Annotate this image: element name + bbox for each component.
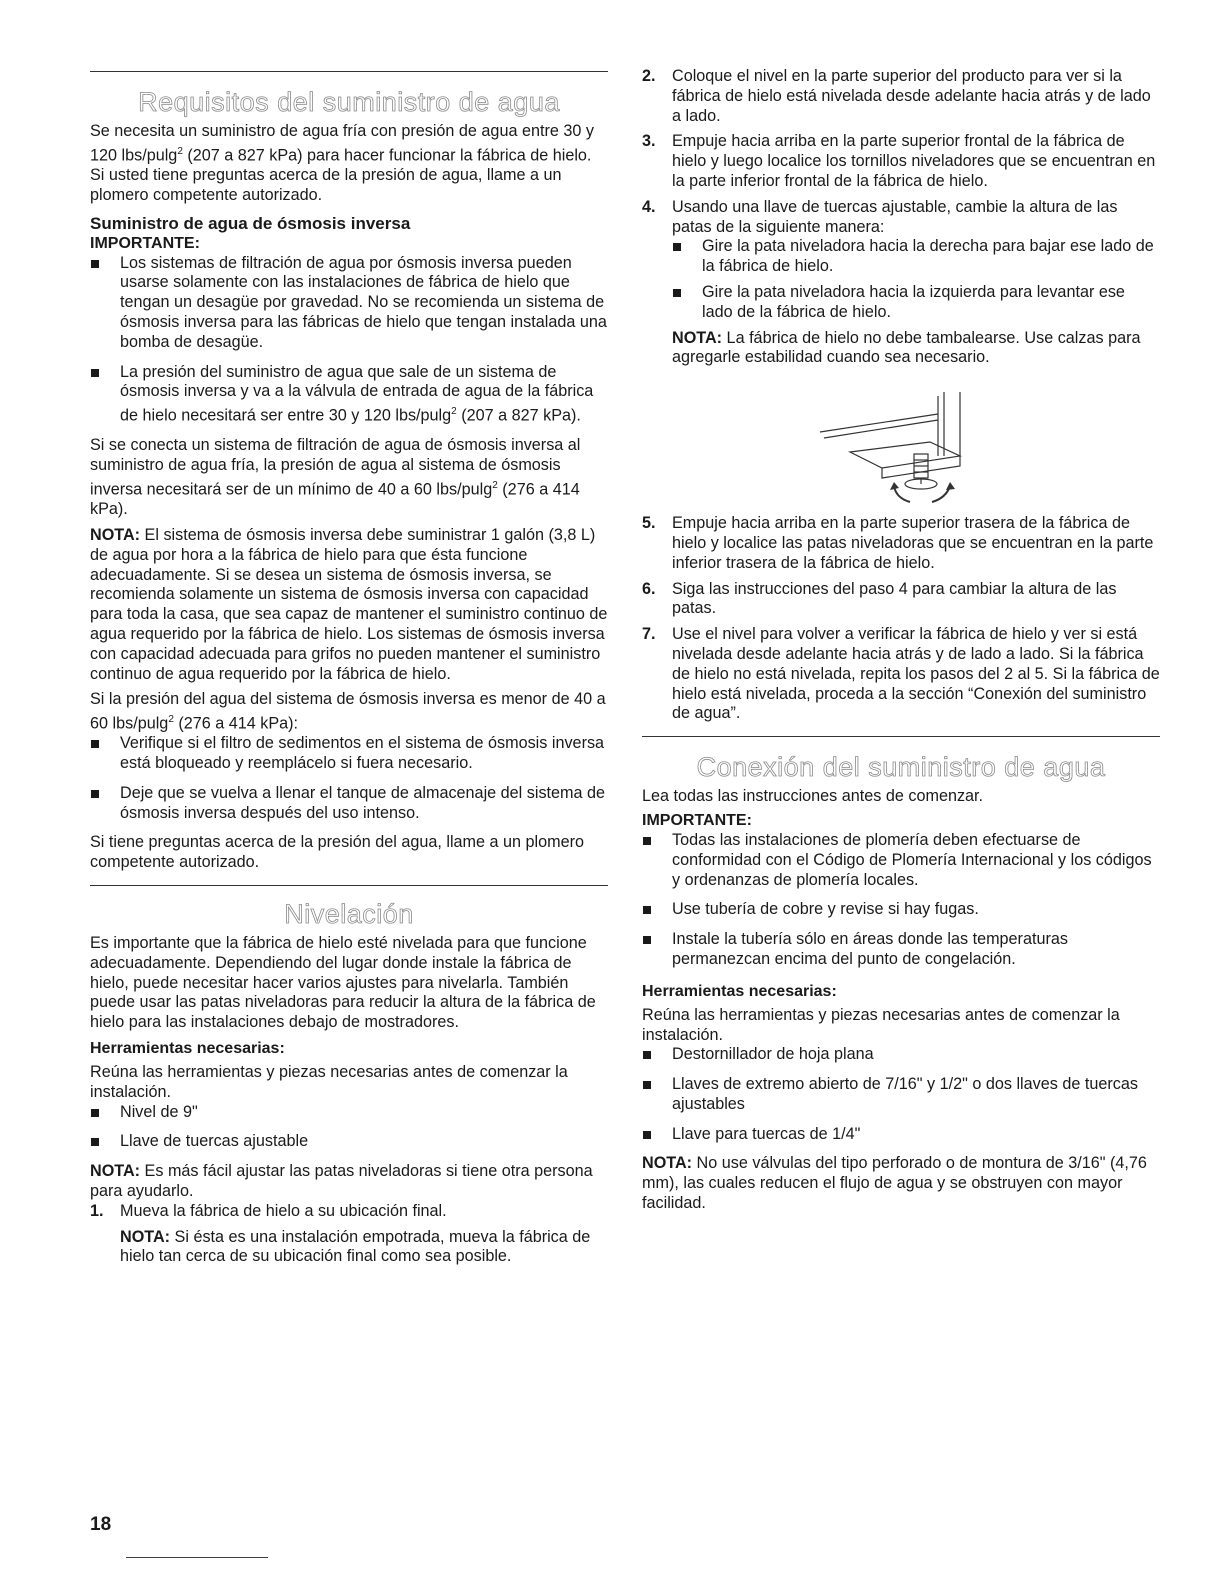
leveling-leg-illustration [810, 386, 980, 514]
list-item: Deje que se vuelva a llenar el tanque de almacenaje del sistema de ósmosis inversa después del uso intenso. [90, 784, 608, 824]
list-item: Llave para tuercas de 1/4" [642, 1125, 1160, 1145]
list-item: Gire la pata niveladora hacia la derecha para bajar ese lado de la fábrica de hielo. [672, 237, 1160, 277]
low-pressure-list [90, 734, 608, 823]
plumbing-requirements-list [642, 831, 1160, 970]
step-7: 7. Use el nivel para volver a verificar la fábrica de hielo y ver si está nivelada desde adelante hacia atrás y de lado a lado. Si la fábrica de hielo no está nivelada, repita los pasos del 2 al 5. Si la fábrica de hielo está nivelada, proceda a la sección “Conexión del suministro de agua”. [642, 625, 1160, 723]
steps-list-final [642, 514, 1160, 724]
list-item: Nivel de 9" [90, 1103, 608, 1123]
step-1-note: NOTA: Si ésta es una instalación empotrada, mueva la fábrica de hielo tan cerca de su ubicación final como sea posible. [120, 1227, 591, 1266]
right-column [642, 0, 1160, 1214]
ro-bullet-list [90, 254, 608, 427]
tools-intro: Reúna las herramientas y piezas necesarias antes de comenzar la instalación. [642, 1005, 1120, 1044]
steps-list [90, 1202, 608, 1267]
ro-note: NOTA: El sistema de ósmosis inversa debe suministrar 1 galón (3,8 L) de agua por hora a la fábrica de hielo para que ésta funcione adecuadamente. Si se desea un sistema de ósmosis inversa, se recomienda solamente un sistema de ósmosis inversa con capacidad para toda la casa, que sea capaz de mantener el suministro continuo de agua requerido por la fábrica de hielo. Los sistemas de ósmosis inversa con capacidad adecuada para grifos no pueden mantener el suministro continuo de agua requerido por la fábrica de hielo. [90, 525, 608, 683]
step-5: 5. Empuje hacia arriba en la parte superior trasera de la fábrica de hielo y localice las patas niveladoras que se encuentran en la parte inferior trasera de la fábrica de hielo. [642, 514, 1154, 572]
list-item: Instale la tubería sólo en áreas donde las temperaturas permanezcan encima del punto de congelación. [642, 930, 1160, 970]
ro-pressure-paragraph: Si se conecta un sistema de filtración de agua de ósmosis inversa al suministro de agua fría, la presión de agua al sistema de ósmosis inversa necesitará ser de un mínimo de 40 a 60 lbs/pulg$^2$ (276 a 414 kPa). [90, 436, 581, 519]
page-number: 18 [90, 1514, 112, 1535]
section-title-water-supply: Requisitos del suministro de agua [138, 87, 560, 117]
connection-tools-list [642, 1045, 1160, 1144]
leveling-note: NOTA: Es más fácil ajustar las patas niveladoras si tiene otra persona para ayudarlo. [90, 1162, 593, 1201]
important-label: IMPORTANTE: [642, 811, 752, 829]
ro-subheading: Suministro de agua de ósmosis inversa [90, 213, 411, 233]
tools-list [90, 1103, 608, 1153]
connection-intro: Lea todas las instrucciones antes de comenzar. [642, 787, 984, 806]
list-item: Todas las instalaciones de plomería deben efectuarse de conformidad con el Código de Plomería Internacional y los códigos y ordenanzas de plomería locales. [642, 831, 1160, 890]
list-item: La presión del suministro de agua que sale de un sistema de ósmosis inversa y va a la válvula de entrada de agua de la fábrica de hielo necesitará ser entre 30 y 120 lbs/pulg$^2$ (207 a 827 kPa). [90, 363, 608, 427]
footer-rule [126, 1557, 268, 1558]
section-title-leveling: Nivelación [284, 899, 414, 930]
tools-heading: Herramientas necesarias: [90, 1040, 285, 1058]
step-4-bullets [672, 237, 1160, 322]
low-pressure-paragraph: Si la presión del agua del sistema de ósmosis inversa es menor de 40 a 60 lbs/pulg$^2$ (276 a 414 kPa): [90, 690, 606, 733]
water-supply-intro: Se necesita un suministro de agua fría con presión de agua entre 30 y 120 lbs/pulg$^2$ (207 a 827 kPa) para hacer funcionar la fábrica de hielo. Si usted tiene preguntas acerca de la presión de agua, llame a un plomero competente autorizado. [90, 122, 594, 204]
step-4-note: NOTA: La fábrica de hielo no debe tambalearse. Use calzas para agregarle estabilidad cuando sea necesario. [672, 328, 1141, 367]
step-2: 2. Coloque el nivel en la parte superior del producto para ver si la fábrica de hielo está nivelada desde adelante hacia atrás y de lado a lado. [642, 67, 1151, 125]
list-item: Llave de tuercas ajustable [90, 1132, 608, 1152]
valve-note: NOTA: No use válvulas del tipo perforado o de montura de 3/16" (4,76 mm), las cuales reducen el flujo de agua y se obstruyen con mayor facilidad. [642, 1154, 1147, 1213]
list-item: Llaves de extremo abierto de 7/16" y 1/2" o dos llaves de tuercas ajustables [642, 1075, 1160, 1115]
left-column [90, 0, 608, 1267]
list-item: Destornillador de hoja plana [642, 1045, 1160, 1065]
section-divider [90, 885, 608, 886]
list-item: Use tubería de cobre y revise si hay fugas. [642, 900, 1160, 920]
step-4: 4. Usando una llave de tuercas ajustable, cambie la altura de las patas de la siguiente manera: Gire la pata niveladora hacia la derecha para bajar ese lado de la fábrica de hielo. Gire la pata niveladora hacia la izquierda para levantar ese lado de la fábrica de hielo. NOTA: La fábrica de hielo no debe tambalearse. Use calzas para agregarle estabilidad cuando sea necesario. [642, 198, 1160, 368]
steps-list-continued [642, 67, 1160, 368]
questions-paragraph: Si tiene preguntas acerca de la presión del agua, llame a un plomero competente autorizado. [90, 833, 585, 872]
step-1: 1. Mueva la fábrica de hielo a su ubicación final. NOTA: Si ésta es una instalación empotrada, mueva la fábrica de hielo tan cerca de su ubicación final como sea posible. [90, 1202, 608, 1267]
tools-heading: Herramientas necesarias: [642, 982, 837, 1000]
tools-intro: Reúna las herramientas y piezas necesarias antes de comenzar la instalación. [90, 1063, 568, 1101]
section-divider [642, 736, 1160, 737]
important-label: IMPORTANTE: [90, 234, 200, 252]
list-item: Los sistemas de filtración de agua por ósmosis inversa pueden usarse solamente con las instalaciones de fábrica de hielo que tengan un desagüe por gravedad. No se recomienda un sistema de ósmosis inversa para las fábricas de hielo que tengan instalada una bomba de desagüe. [90, 254, 608, 353]
list-item: Verifique si el filtro de sedimentos en el sistema de ósmosis inversa está bloqueado y reemplácelo si fuera necesario. [90, 734, 608, 774]
section-title-water-connection: Conexión del suministro de agua [696, 752, 1106, 783]
step-3: 3. Empuje hacia arriba en la parte superior frontal de la fábrica de hielo y luego localice los tornillos niveladores que se encuentran en la parte inferior frontal de la fábrica de hielo. [642, 132, 1156, 190]
step-6: 6. Siga las instrucciones del paso 4 para cambiar la altura de las patas. [642, 579, 1117, 618]
section-divider [90, 71, 608, 72]
leveling-intro: Es importante que la fábrica de hielo esté nivelada para que funcione adecuadamente. Dependiendo del lugar donde instale la fábrica de hielo, puede necesitar hacer varios ajustes para nivelarla. También puede usar las patas niveladoras para reducir la altura de la fábrica de hielo para las instalaciones debajo de mostradores. [90, 934, 596, 1032]
list-item: Gire la pata niveladora hacia la izquierda para levantar ese lado de la fábrica de hielo. [672, 283, 1160, 323]
